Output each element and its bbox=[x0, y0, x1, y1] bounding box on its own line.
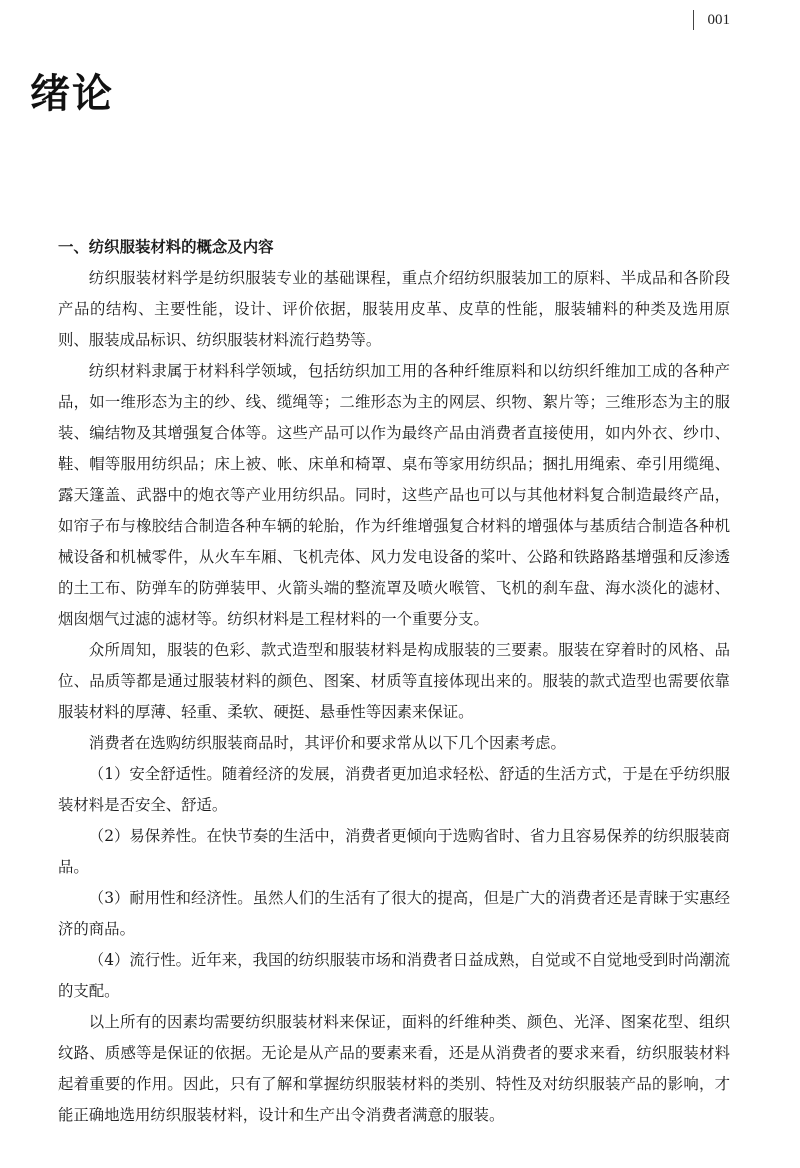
section-heading: 一、纺织服装材料的概念及内容 bbox=[58, 238, 274, 256]
paragraph-factor-durability: （3）耐用性和经济性。虽然人们的生活有了很大的提高，但是广大的消费者还是青睐于实惠经济的商品。 bbox=[58, 889, 730, 938]
paragraph-intro: 纺织服装材料学是纺织服装专业的基础课程，重点介绍纺织服装加工的原料、半成品和各阶段产品的结构、主要性能，设计、评价依据，服装用皮革、皮草的性能，服装辅料的种类及选用原则、服装成品标识、纺织服装材料流行趋势等。 bbox=[58, 269, 730, 349]
section-content bbox=[58, 232, 730, 1131]
paragraph-three-elements: 众所周知，服装的色彩、款式造型和服装材料是构成服装的三要素。服装在穿着时的风格、品位、品质等都是通过服装材料的颜色、图案、材质等直接体现出来的。服装的款式造型也需要依靠服装材料的厚薄、轻重、柔软、硬挺、悬垂性等因素来保证。 bbox=[58, 641, 730, 721]
paragraph-factor-safety: （1）安全舒适性。随着经济的发展，消费者更加追求轻松、舒适的生活方式，于是在乎纺织服装材料是否安全、舒适。 bbox=[58, 765, 730, 814]
paragraph-factor-maintenance: （2）易保养性。在快节奏的生活中，消费者更倾向于选购省时、省力且容易保养的纺织服装商品。 bbox=[58, 827, 730, 876]
paragraph-conclusion: 以上所有的因素均需要纺织服装材料来保证，面料的纤维种类、颜色、光泽、图案花型、组织纹路、质感等是保证的依据。无论是从产品的要素来看，还是从消费者的要求来看，纺织服装材料起着重要的作用。因此，只有了解和掌握纺织服装材料的类别、特性及对纺织服装产品的影响，才能正确地选用纺织服装材料，设计和生产出令消费者满意的服装。 bbox=[58, 1013, 730, 1124]
page-number: 001 bbox=[707, 11, 730, 28]
header-divider bbox=[693, 10, 694, 30]
paragraph-consumer-factors: 消费者在选购纺织服装商品时，其评价和要求常从以下几个因素考虑。 bbox=[88, 734, 566, 752]
paragraph-factor-fashion: （4）流行性。近年来，我国的纺织服装市场和消费者日益成熟，自觉或不自觉地受到时尚潮流的支配。 bbox=[58, 951, 730, 1000]
paragraph-textile-materials: 纺织材料隶属于材料科学领域，包括纺织加工用的各种纤维原料和以纺织纤维加工成的各种产品，如一维形态为主的纱、线、缆绳等；二维形态为主的网层、织物、絮片等；三维形态为主的服装、编结物及其增强复合体等。这些产品可以作为最终产品由消费者直接使用，如内外衣、纱巾、鞋、帽等服用纺织品；床上被、帐、床单和椅罩、桌布等家用纺织品；捆扎用绳索、牵引用缆绳、露天篷盖、武器中的炮衣等产业用纺织品。同时，这些产品也可以与其他材料复合制造最终产品，如帘子布与橡胶结合制造各种车辆的轮胎，作为纤维增强复合材料的增强体与基质结合制造各种机械设备和机械零件，从火车车厢、飞机壳体、风力发电设备的桨叶、公路和铁路路基增强和反渗透的土工布、防弹车的防弹装甲、火箭头端的整流罩及喷火喉管、飞机的刹车盘、海水淡化的滤材、烟囱烟气过滤的滤材等。纺织材料是工程材料的一个重要分支。 bbox=[58, 362, 730, 628]
page-header bbox=[693, 10, 731, 30]
chapter-title: 绪论 bbox=[30, 71, 114, 117]
